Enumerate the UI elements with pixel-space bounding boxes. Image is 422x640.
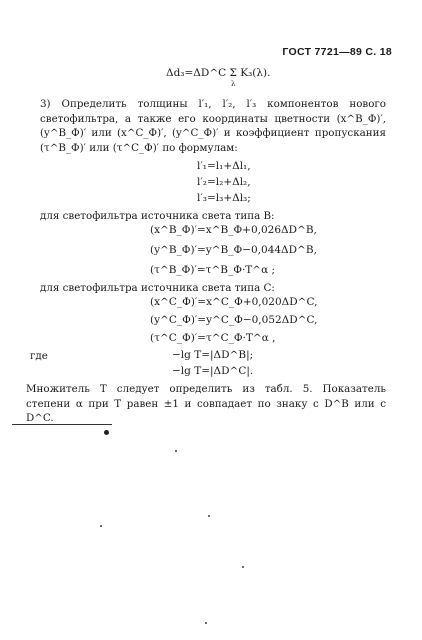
ink-blot bbox=[104, 430, 109, 435]
equation-yb: (y^B_Ф)′=y^B_Ф−0,044ΔD^B, bbox=[150, 244, 317, 256]
scan-speck bbox=[208, 515, 210, 517]
equation-l3: l′₃=l₃+Δl₃; bbox=[197, 192, 251, 204]
note-multiplier-t: Множитель T следует определить из табл. 5. Показатель степени α при T равен ±1 и совпадает по знаку с D^B или с D^C. bbox=[26, 383, 386, 424]
footnote-separator bbox=[12, 424, 112, 425]
equation-tau-c: (τ^C_Ф)′=τ^C_Ф·T^α , bbox=[150, 332, 276, 344]
page-header: ГОСТ 7721—89 С. 18 bbox=[282, 46, 392, 58]
equation-lg-t-c: −lg T=|ΔD^C|. bbox=[172, 365, 254, 377]
paragraph-step-3: 3) Определить толщины l′₁, l′₂, l′₃ компонентов нового светофильтра, а также его координаты цветности (x^B_Ф)′, (y^B_Ф)′ или (x^C_Ф)′, (y^C_Ф)′ и коэффициент пропускания (τ^B_Ф)′ или (τ^C_Ф)′ по формулам: bbox=[40, 98, 386, 154]
formula-sum-subscript: λ bbox=[231, 80, 236, 88]
scan-speck bbox=[205, 622, 207, 624]
label-where: где bbox=[30, 350, 48, 362]
equation-yc: (y^C_Ф)′=y^C_Ф−0,052ΔD^C, bbox=[150, 314, 318, 326]
label-source-c: для светофильтра источника света типа С: bbox=[40, 282, 275, 294]
equation-l2: l′₂=l₂+Δl₂, bbox=[197, 176, 251, 188]
scan-speck bbox=[175, 450, 177, 452]
label-source-b: для светофильтра источника света типа В: bbox=[40, 210, 275, 222]
equation-tau-b: (τ^B_Ф)′=τ^B_Ф·T^α ; bbox=[150, 264, 276, 276]
scan-speck bbox=[242, 566, 244, 568]
formula-delta-d3: Δd₃=ΔD^C Σ K₃(λ). bbox=[166, 67, 271, 79]
scan-speck bbox=[100, 525, 102, 527]
equation-xb: (x^B_Ф)′=x^B_Ф+0,026ΔD^B, bbox=[150, 224, 317, 236]
equation-xc: (x^C_Ф)′=x^C_Ф+0,020ΔD^C, bbox=[150, 296, 318, 308]
equation-l1: l′₁=l₁+Δl₁, bbox=[197, 160, 251, 172]
equation-lg-t-b: −lg T=|ΔD^B|; bbox=[172, 349, 254, 361]
